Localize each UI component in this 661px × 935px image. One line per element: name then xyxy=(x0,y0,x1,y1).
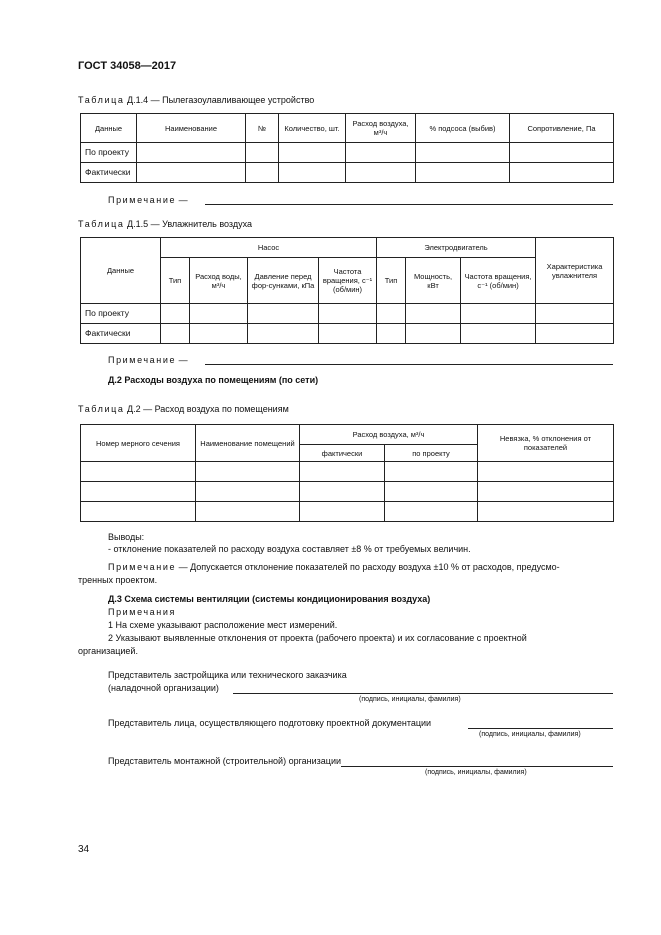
col-header: Данные xyxy=(81,114,137,143)
cell xyxy=(461,304,536,324)
note-dash: — xyxy=(178,355,188,365)
signature-hint: (подпись, инициалы, фамилия) xyxy=(425,769,527,776)
col-header: Наименование помещений xyxy=(196,425,300,462)
col-header: Расход воды, м³/ч xyxy=(190,258,248,304)
table-caption xyxy=(78,95,314,105)
col-header: Сопротивление, Па xyxy=(510,114,614,143)
note-label: Примечание xyxy=(108,355,177,365)
col-header: № xyxy=(246,114,279,143)
cell xyxy=(81,462,196,482)
cell xyxy=(300,462,385,482)
signature-hint: (подпись, инициалы, фамилия) xyxy=(479,731,581,738)
cell xyxy=(161,304,190,324)
conclusions-item: - отклонение показателей по расходу воздуха составляет ±8 % от требуемых величин. xyxy=(108,544,471,554)
cell xyxy=(248,304,319,324)
table-caption xyxy=(78,404,289,414)
cell xyxy=(319,304,377,324)
cell xyxy=(478,482,614,502)
cell xyxy=(300,482,385,502)
note-label: Примечание xyxy=(108,195,177,205)
col-header: фактически xyxy=(300,445,385,462)
caption-prefix: Таблица xyxy=(78,219,125,229)
note-item-continued: организацией. xyxy=(78,646,138,656)
row-label: По проекту xyxy=(81,143,137,163)
signature-line xyxy=(233,693,613,694)
col-header: Номер мерного сечения xyxy=(81,425,196,462)
cell xyxy=(190,324,248,344)
col-header: Расход воздуха, м³/ч xyxy=(346,114,416,143)
table-caption xyxy=(78,219,252,229)
col-header: Давление перед фор-сунками, кПа xyxy=(248,258,319,304)
row-label: По проекту xyxy=(81,304,161,324)
caption-text: Д.1.4 — Пылегазоулавливающее устройство xyxy=(124,95,315,105)
col-header: Тип xyxy=(161,258,190,304)
signature-label: Представитель застройщика или технического заказчика xyxy=(108,670,347,680)
signature-label: (наладочной организации) xyxy=(108,683,219,693)
cell xyxy=(81,482,196,502)
col-header: % подсоса (выбив) xyxy=(416,114,510,143)
cell xyxy=(385,462,478,482)
signature-line xyxy=(468,728,613,729)
table-humidifier xyxy=(80,237,614,344)
signature-label: Представитель монтажной (строительной) организации xyxy=(108,756,342,766)
cell xyxy=(81,502,196,522)
col-header: Невязка, % отклонения от показателей xyxy=(478,425,614,462)
col-header: Характеристика увлажнителя xyxy=(536,238,614,304)
note-line xyxy=(108,195,188,205)
cell xyxy=(461,324,536,344)
cell xyxy=(137,163,246,183)
cell xyxy=(377,324,406,344)
cell xyxy=(510,143,614,163)
cell xyxy=(248,324,319,344)
cell xyxy=(385,482,478,502)
table-room-airflow xyxy=(80,424,614,522)
col-header: Данные xyxy=(81,238,161,304)
cell xyxy=(346,143,416,163)
conclusions-title: Выводы: xyxy=(108,532,145,542)
note-line xyxy=(108,355,188,365)
caption-prefix: Таблица xyxy=(78,404,125,414)
note-label: Примечание xyxy=(108,562,177,572)
col-header: Частота вращения, с⁻¹ (об/мин) xyxy=(319,258,377,304)
cell xyxy=(346,163,416,183)
document-header: ГОСТ 34058—2017 xyxy=(78,60,177,72)
note-item: 1 На схеме указывают расположение мест измерений. xyxy=(108,620,338,630)
group-header: Насос xyxy=(161,238,377,258)
note-dash: — xyxy=(178,195,188,205)
cell xyxy=(279,143,346,163)
group-header: Электродвигатель xyxy=(377,238,536,258)
col-header: Количество, шт. xyxy=(279,114,346,143)
cell xyxy=(478,502,614,522)
cell xyxy=(510,163,614,183)
cell xyxy=(406,304,461,324)
cell xyxy=(190,304,248,324)
cell xyxy=(377,304,406,324)
caption-text: Д.2 — Расход воздуха по помещениям xyxy=(124,404,289,414)
cell xyxy=(319,324,377,344)
row-label: Фактически xyxy=(81,163,137,183)
notes-label: Примечания xyxy=(108,607,176,617)
col-header: Наименование xyxy=(137,114,246,143)
cell xyxy=(478,462,614,482)
table-dust-collector xyxy=(80,113,614,183)
cell xyxy=(161,324,190,344)
cell xyxy=(196,462,300,482)
col-header: по проекту xyxy=(385,445,478,462)
cell xyxy=(300,502,385,522)
col-header: Частота вращения, с⁻¹ (об/мин) xyxy=(461,258,536,304)
cell xyxy=(536,324,614,344)
conclusions-note-continued: тренных проектом. xyxy=(78,575,158,585)
cell xyxy=(416,143,510,163)
note-fill-line xyxy=(205,204,613,205)
caption-prefix: Таблица xyxy=(78,95,125,105)
signature-label: Представитель лица, осуществляющего подготовку проектной документации xyxy=(108,718,432,728)
cell xyxy=(196,502,300,522)
cell xyxy=(246,143,279,163)
cell xyxy=(536,304,614,324)
row-label: Фактически xyxy=(81,324,161,344)
cell xyxy=(406,324,461,344)
signature-hint: (подпись, инициалы, фамилия) xyxy=(359,696,461,703)
group-header: Расход воздуха, м³/ч xyxy=(300,425,478,445)
cell xyxy=(416,163,510,183)
cell xyxy=(279,163,346,183)
page-number: 34 xyxy=(78,844,90,855)
signature-line xyxy=(341,766,613,767)
section-title: Д.3 Схема системы вентиляции (системы кондиционирования воздуха) xyxy=(108,594,431,604)
note-item: 2 Указывают выявленные отклонения от проекта (рабочего проекта) и их согласование с проектной xyxy=(108,633,527,643)
cell xyxy=(196,482,300,502)
cell xyxy=(246,163,279,183)
cell xyxy=(137,143,246,163)
cell xyxy=(385,502,478,522)
note-text: — Допускается отклонение показателей по расходу воздуха ±10 % от расходов, предусмо- xyxy=(176,562,560,572)
conclusions-note xyxy=(108,561,613,574)
note-fill-line xyxy=(205,364,613,365)
section-title: Д.2 Расходы воздуха по помещениям (по сети) xyxy=(108,375,319,385)
caption-text: Д.1.5 — Увлажнитель воздуха xyxy=(124,219,253,229)
col-header: Мощность, кВт xyxy=(406,258,461,304)
col-header: Тип xyxy=(377,258,406,304)
